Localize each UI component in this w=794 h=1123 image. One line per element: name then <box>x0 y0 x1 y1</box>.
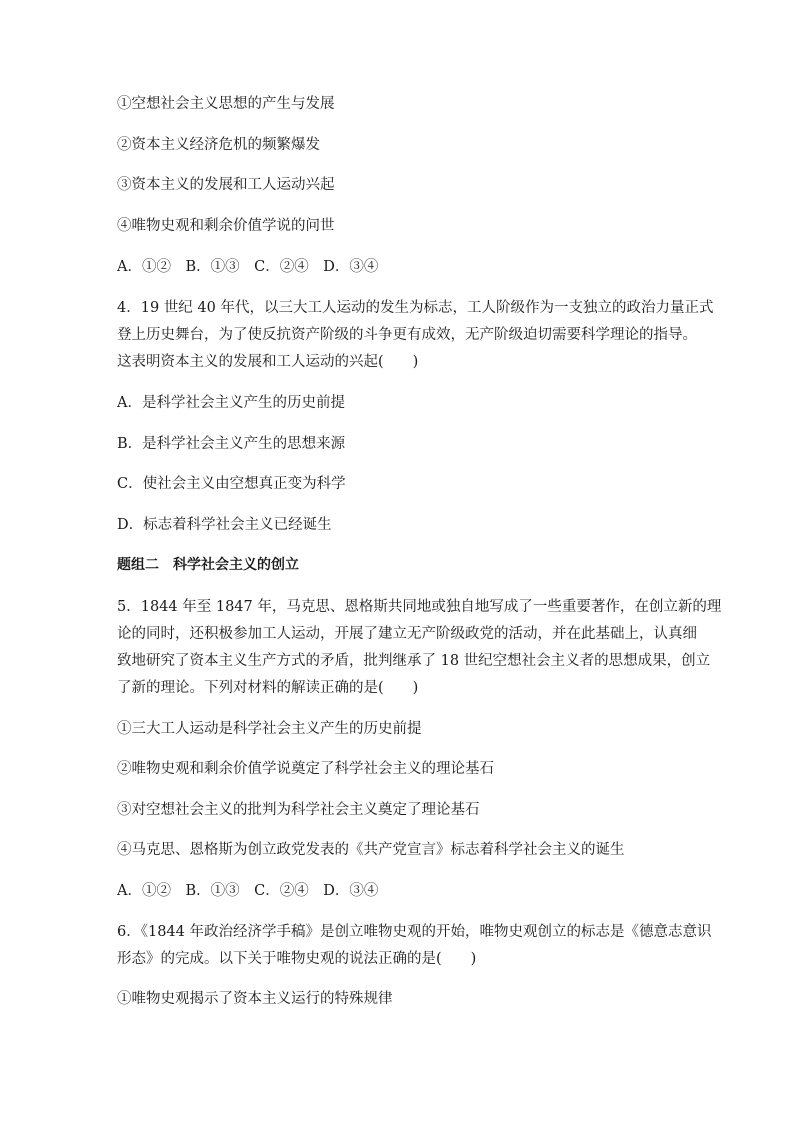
q6-option-1: ①唯物史观揭示了资本主义运行的特殊规律 <box>117 991 393 1007</box>
section-heading: 题组二 科学社会主义的创立 <box>117 557 299 573</box>
q4-stem-line-1: 4．19 世纪 40 年代，以三大工人运动的发生为标志，工人阶级作为一支独立的政治力量正式 <box>117 300 714 316</box>
q5-stem-line-1: 5．1844 年至 1847 年，马克思、恩格斯共同地或独自地写成了一些重要著作，在创立新的理 <box>117 599 722 615</box>
q5-choices: A．①② B．①③ C．②④ D．③④ <box>117 883 379 899</box>
q3-option-4: ④唯物史观和剩余价值学说的问世 <box>117 218 335 234</box>
q4-choice-a: A．是科学社会主义产生的历史前提 <box>117 395 345 411</box>
q3-option-2: ②资本主义经济危机的频繁爆发 <box>117 137 320 153</box>
q4-choice-b: B．是科学社会主义产生的思想来源 <box>117 436 346 452</box>
q5-stem-line-2: 论的同时，还积极参加工人运动，开展了建立无产阶级政党的活动，并在此基础上，认真细 <box>117 626 697 642</box>
q4-stem-line-2: 登上历史舞台，为了使反抗资产阶级的斗争更有成效，无产阶级迫切需要科学理论的指导。 <box>117 327 697 343</box>
q5-option-2: ②唯物史观和剩余价值学说奠定了科学社会主义的理论基石 <box>117 761 494 777</box>
q6-stem-line-1: 6．《1844 年政治经济学手稿》是创立唯物史观的开始，唯物史观创立的标志是《德意志意识 <box>117 924 712 940</box>
q4-choice-c: C．使社会主义由空想真正变为科学 <box>117 476 346 492</box>
q5-option-4: ④马克思、恩格斯为创立政党发表的《共产党宣言》标志着科学社会主义的诞生 <box>117 842 625 858</box>
q5-option-3: ③对空想社会主义的批判为科学社会主义奠定了理论基石 <box>117 802 480 818</box>
q4-stem-line-3: 这表明资本主义的发展和工人运动的兴起( ) <box>117 354 419 370</box>
q3-option-1: ①空想社会主义思想的产生与发展 <box>117 96 335 112</box>
q3-option-3: ③资本主义的发展和工人运动兴起 <box>117 177 335 193</box>
q6-stem-line-2: 形态》的完成。以下关于唯物史观的说法正确的是( ) <box>117 951 477 967</box>
q5-stem-line-4: 了新的理论。下列对材料的解读正确的是( ) <box>117 680 419 696</box>
q4-choice-d: D．标志着科学社会主义已经诞生 <box>117 517 332 533</box>
q5-option-1: ①三大工人运动是科学社会主义产生的历史前提 <box>117 721 422 737</box>
q5-stem-line-3: 致地研究了资本主义生产方式的矛盾，批判继承了 18 世纪空想社会主义者的思想成果，创立 <box>117 653 711 669</box>
q3-choices: A．①② B．①③ C．②④ D．③④ <box>117 259 379 275</box>
